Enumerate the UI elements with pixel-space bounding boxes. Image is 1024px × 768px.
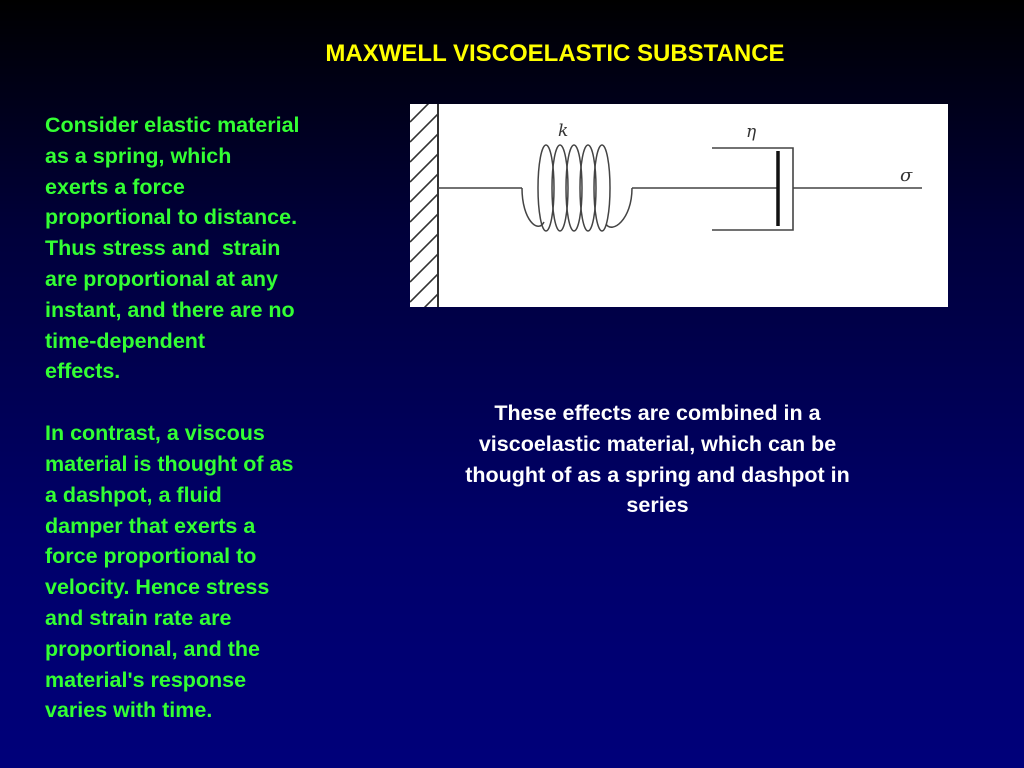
spring <box>522 145 632 231</box>
text-line: In contrast, a viscous <box>45 421 265 446</box>
text-line: as a spring, which <box>45 143 232 168</box>
left-text-block <box>45 110 360 726</box>
text-line: force proportional to <box>45 544 257 569</box>
maxwell-model-diagram <box>410 104 948 307</box>
text-line: proportional to distance. <box>45 205 298 230</box>
text-line: material's response <box>45 667 247 692</box>
stress-label: σ <box>900 165 913 186</box>
caption-line: These effects are combined in a <box>494 401 821 425</box>
text-line: velocity. Hence stress <box>45 575 270 600</box>
paragraph-viscous <box>45 418 360 726</box>
text-line: time-dependent <box>45 328 206 353</box>
slide-title: MAXWELL VISCOELASTIC SUBSTANCE <box>325 40 785 67</box>
text-line: instant, and there are no <box>45 297 295 322</box>
caption-line: series <box>626 493 689 518</box>
fixed-wall <box>410 104 438 307</box>
paragraph-elastic <box>45 110 360 387</box>
text-line: exerts a force <box>45 174 185 199</box>
text-line: damper that exerts a <box>45 513 256 538</box>
text-line: Thus stress and strain <box>45 236 281 261</box>
caption-text <box>420 398 895 521</box>
text-line: material is thought of as <box>45 451 294 476</box>
text-line: Consider elastic material <box>45 113 300 137</box>
text-line: are proportional at any <box>45 266 278 291</box>
text-line: and strain rate are <box>45 605 232 630</box>
caption-line: viscoelastic material, which can be <box>478 431 837 456</box>
paragraph-gap <box>45 387 360 418</box>
maxwell-model-svg <box>410 104 948 307</box>
text-line: a dashpot, a fluid <box>45 482 222 507</box>
dashpot-label: η <box>746 122 757 142</box>
caption-line: thought of as a spring and dashpot in <box>465 462 850 487</box>
dashpot <box>712 148 793 230</box>
spring-label: k <box>558 121 569 141</box>
text-line: proportional, and the <box>45 636 260 661</box>
text-line: varies with time. <box>45 698 213 723</box>
text-line: effects. <box>45 359 121 384</box>
